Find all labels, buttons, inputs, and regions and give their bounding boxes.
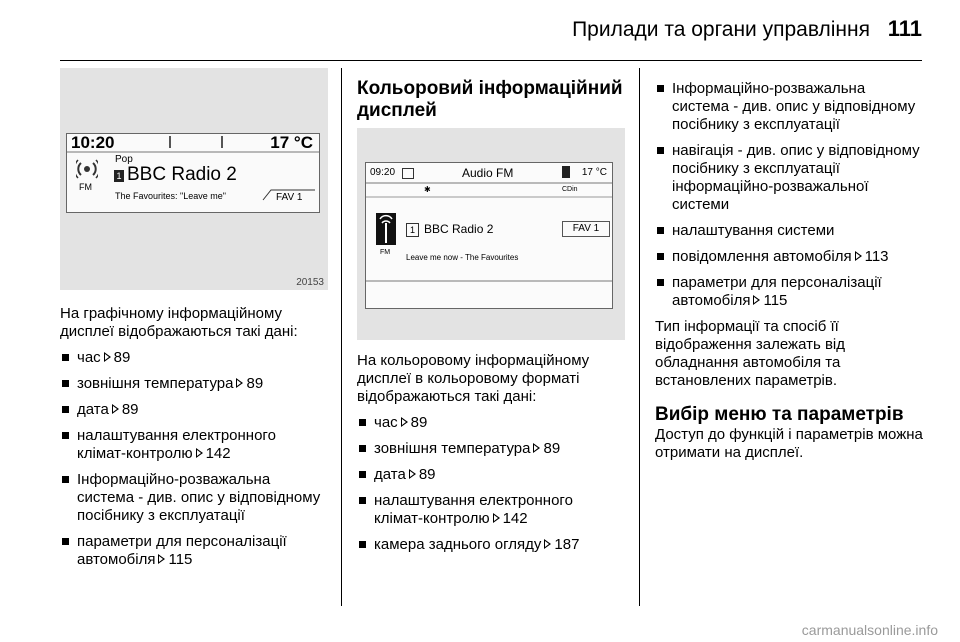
cross-reference-icon bbox=[493, 513, 500, 523]
figure-number: 20153 bbox=[296, 277, 324, 288]
col1-text bbox=[60, 305, 328, 577]
list-item bbox=[655, 80, 923, 134]
list-item bbox=[655, 274, 923, 310]
item-text: час bbox=[77, 349, 101, 366]
item-text: дата bbox=[374, 466, 406, 483]
footer-watermark: carmanualsonline.info bbox=[801, 622, 938, 638]
radio-text: Leave me now - The Favourites bbox=[406, 253, 519, 262]
page-ref: 187 bbox=[554, 536, 580, 553]
page-ref: 89 bbox=[418, 466, 436, 483]
cross-reference-icon bbox=[236, 378, 243, 388]
audio-source-label: Audio FM bbox=[462, 166, 514, 180]
running-header-title: Прилади та органи управління bbox=[572, 18, 870, 41]
cross-reference-icon bbox=[104, 352, 111, 362]
item-text: час bbox=[374, 414, 398, 431]
page-number: 111 bbox=[887, 16, 922, 41]
page-ref: 89 bbox=[543, 440, 561, 457]
page-ref: 115 bbox=[763, 292, 788, 309]
cross-reference-icon bbox=[112, 404, 119, 414]
item-text: камера заднього огляду bbox=[374, 536, 542, 553]
band-label: FM bbox=[380, 249, 391, 256]
menu-paragraph: Доступ до функцій і параметрів можна отримати на дисплеї. bbox=[655, 426, 923, 461]
item-text: навігація - див. опис у відповідному посібнику з експлуатації інформаційно-розважальної системи bbox=[672, 142, 920, 213]
bluetooth-icon: ✱ bbox=[424, 185, 431, 194]
band-label: FM bbox=[79, 182, 92, 192]
item-text: дата bbox=[77, 401, 109, 418]
col3-text bbox=[655, 80, 923, 470]
favourites-label: FAV 1 bbox=[276, 192, 303, 203]
page-ref: 89 bbox=[410, 414, 428, 431]
list-item bbox=[357, 536, 625, 554]
cross-reference-icon bbox=[533, 443, 540, 453]
list-item bbox=[357, 414, 625, 432]
preset-number-badge: 1 bbox=[406, 223, 419, 237]
program-category: Pop bbox=[115, 154, 133, 165]
list-item bbox=[655, 142, 923, 214]
list-item bbox=[60, 401, 328, 419]
color-display-screen bbox=[365, 162, 613, 309]
display-temperature: 17 °C bbox=[581, 167, 607, 178]
intro-paragraph: На кольоровому інформаційному дисплеї в кольоровому форматі відображаються такі дані: bbox=[357, 352, 590, 405]
item-text: Інформаційно-розважальна система - див. опис у відповідному посібнику з експлуатації bbox=[672, 80, 916, 133]
col2-bullet-list bbox=[357, 414, 625, 554]
display-clock: 10:20 bbox=[71, 133, 115, 152]
intro-paragraph: На графічному інформаційному дисплеї відображаються такі дані: bbox=[60, 305, 298, 340]
cross-reference-icon bbox=[753, 295, 760, 305]
item-text: зовнішня температура bbox=[77, 375, 234, 392]
item-text: Інформаційно-розважальна система - див. опис у відповідному посібнику з експлуатації bbox=[77, 471, 321, 524]
col1-bullet-list bbox=[60, 349, 328, 569]
radio-text: The Favourites: "Leave me" bbox=[115, 191, 226, 201]
antenna-glyph bbox=[376, 213, 396, 245]
cross-reference-icon bbox=[409, 469, 416, 479]
list-item bbox=[60, 375, 328, 393]
column-divider-right bbox=[639, 68, 640, 606]
list-item bbox=[655, 222, 923, 240]
item-text: налаштування системи bbox=[672, 222, 835, 239]
item-text: повідомлення автомобіля bbox=[672, 248, 852, 265]
display-clock: 09:20 bbox=[370, 167, 396, 178]
preset-number-badge: 1 bbox=[114, 170, 124, 182]
item-text: налаштування електронного клімат-контролю bbox=[77, 427, 276, 462]
display-temperature: 17 °C bbox=[270, 133, 313, 152]
graphic-display-screen bbox=[66, 133, 320, 213]
section-heading-menu: Вибір меню та параметрів bbox=[655, 404, 904, 425]
color-display-figure bbox=[357, 128, 625, 340]
item-text: параметри для персоналізації автомобіля bbox=[77, 533, 287, 568]
radio-antenna-icon bbox=[376, 213, 396, 245]
list-item bbox=[357, 440, 625, 458]
cross-reference-icon bbox=[544, 539, 551, 549]
info-paragraph: Тип інформації та спосіб її відображення залежать від обладнання автомобіля та встановлених параметрів. bbox=[655, 318, 846, 389]
page-ref: 89 bbox=[246, 375, 264, 392]
page-ref: 142 bbox=[205, 445, 231, 462]
list-item bbox=[357, 466, 625, 484]
list-item bbox=[655, 248, 923, 266]
header-rule bbox=[60, 60, 922, 61]
phone-icon bbox=[562, 166, 570, 178]
cross-reference-icon bbox=[158, 554, 165, 564]
item-text: зовнішня температура bbox=[374, 440, 531, 457]
item-text: налаштування електронного клімат-контролю bbox=[374, 492, 573, 527]
page-ref: 115 bbox=[168, 551, 193, 568]
list-item bbox=[357, 492, 625, 528]
col2-text bbox=[357, 352, 625, 562]
radio-antenna-icon bbox=[76, 158, 98, 180]
cross-reference-icon bbox=[196, 448, 203, 458]
list-item bbox=[60, 349, 328, 367]
audio-source-icon bbox=[402, 168, 414, 179]
list-item bbox=[60, 533, 328, 569]
item-text: параметри для персоналізації автомобіля bbox=[672, 274, 882, 309]
favourites-label: FAV 1 bbox=[562, 221, 610, 237]
list-item bbox=[60, 471, 328, 525]
page-ref: 89 bbox=[121, 401, 139, 418]
page-ref: 113 bbox=[864, 248, 889, 265]
station-name: BBC Radio 2 bbox=[424, 222, 494, 236]
station-name: BBC Radio 2 bbox=[127, 164, 237, 185]
cross-reference-icon bbox=[401, 417, 408, 427]
cd-label: CDin bbox=[562, 186, 578, 193]
col3-bullet-list bbox=[655, 80, 923, 310]
graphic-display-figure bbox=[60, 68, 328, 290]
column-divider-left bbox=[341, 68, 342, 606]
list-item bbox=[60, 427, 328, 463]
section-heading-color-display: Кольоровий інформаційний дисплей bbox=[357, 78, 623, 121]
page-ref: 142 bbox=[502, 510, 528, 527]
page-ref: 89 bbox=[113, 349, 131, 366]
cross-reference-icon bbox=[855, 251, 862, 261]
